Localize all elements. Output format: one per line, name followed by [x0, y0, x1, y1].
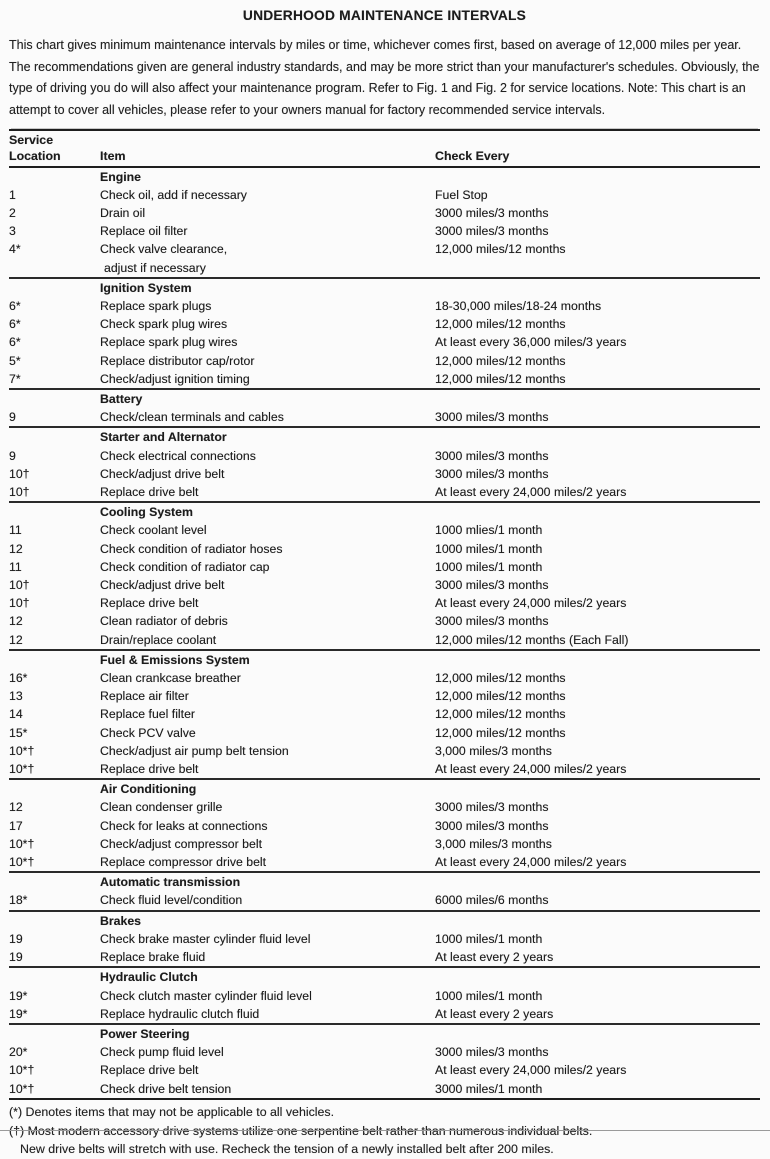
table-row [9, 186, 760, 204]
item-cell [100, 594, 435, 612]
table-row [9, 352, 760, 370]
interval-cell: 3000 miles/1 month [435, 1081, 543, 1096]
table-row [9, 948, 760, 966]
service-location-cell: 14 [9, 707, 23, 722]
table-section [9, 966, 760, 1023]
service-location-cell: 11 [9, 523, 22, 538]
service-location-cell: 10† [9, 596, 30, 611]
item-label: Replace drive belt [100, 762, 199, 777]
header-item: Item [100, 148, 126, 163]
item-cell [100, 483, 435, 501]
table-row [9, 798, 760, 816]
service-location-cell: 19* [9, 1006, 28, 1021]
table-row [9, 483, 760, 501]
section-title: Fuel & Emissions System [100, 652, 250, 667]
service-location-cell: 6* [9, 298, 21, 313]
table-section [9, 426, 760, 501]
section-title-row [9, 168, 760, 186]
item-label: Clean condenser grille [100, 800, 223, 815]
item-cell [100, 465, 435, 483]
item-label: Check/adjust ignition timing [100, 371, 250, 386]
item-cell [100, 540, 435, 558]
service-location-cell [9, 1025, 100, 1043]
interval-cell: At least every 24,000 miles/2 years [435, 1063, 627, 1078]
item-label: Check/adjust drive belt [100, 466, 225, 481]
table-row [9, 612, 760, 630]
table-row [9, 1005, 760, 1023]
item-cell [100, 240, 435, 276]
table-row [9, 760, 760, 778]
table-row [9, 1080, 760, 1098]
service-location-cell [9, 873, 100, 891]
interval-cell: 12,000 miles/12 months [435, 371, 566, 386]
maintenance-table [9, 129, 760, 1099]
section-title: Hydraulic Clutch [100, 970, 198, 985]
table-row [9, 853, 760, 871]
interval-cell: 3,000 miles/3 months [435, 743, 552, 758]
service-location-cell: 12 [9, 632, 23, 647]
table-row [9, 1043, 760, 1061]
table-row [9, 594, 760, 612]
interval-cell: At least every 24,000 miles/2 years [435, 485, 627, 500]
item-cell [100, 817, 435, 835]
item-cell [100, 669, 435, 687]
item-label: Check fluid level/condition [100, 893, 243, 908]
item-cell [100, 186, 435, 204]
service-location-cell [9, 168, 100, 186]
service-location-cell: 16* [9, 671, 28, 686]
interval-cell: 1000 mlies/1 month [435, 523, 543, 538]
section-title-row [9, 503, 760, 521]
interval-cell: 3000 miles/3 months [435, 410, 549, 425]
service-location-cell: 10† [9, 466, 30, 481]
interval-cell [435, 912, 760, 930]
interval-cell: 3000 miles/3 months [435, 1045, 549, 1060]
service-location-cell: 19 [9, 931, 23, 946]
item-label: Check/adjust compressor belt [100, 836, 262, 851]
item-label: Replace hydraulic clutch fluid [100, 1006, 260, 1021]
table-row [9, 447, 760, 465]
item-label: Replace fuel filter [100, 707, 196, 722]
section-title: Ignition System [100, 280, 192, 295]
service-location-cell: 12 [9, 541, 23, 556]
section-title-row [9, 390, 760, 408]
item-label: Replace brake fluid [100, 950, 206, 965]
service-location-cell [9, 651, 100, 669]
interval-cell: 6000 miles/6 months [435, 893, 549, 908]
item-label: Check/clean terminals and cables [100, 410, 284, 425]
table-section [9, 501, 760, 649]
item-label: Check pump fluid level [100, 1045, 224, 1060]
item-cell [100, 204, 435, 222]
table-section [9, 910, 760, 967]
item-cell [100, 576, 435, 594]
section-title-row [9, 912, 760, 930]
interval-cell: 3000 miles/3 months [435, 466, 549, 481]
service-location-cell: 13 [9, 689, 23, 704]
service-location-cell: 7* [9, 371, 21, 386]
item-label: Replace spark plug wires [100, 335, 238, 350]
table-row [9, 408, 760, 426]
service-location-cell: 10*† [9, 836, 35, 851]
item-cell [100, 948, 435, 966]
table-row [9, 891, 760, 909]
table-section [9, 388, 760, 426]
interval-cell [435, 390, 760, 408]
item-label: Drain/replace coolant [100, 632, 217, 647]
interval-cell: 3000 miles/3 months [435, 614, 549, 629]
item-label: Check electrical connections [100, 448, 256, 463]
item-cell [100, 724, 435, 742]
section-title-row [9, 279, 760, 297]
interval-cell: 12,000 miles/12 months [435, 353, 566, 368]
interval-cell: At least every 2 years [435, 1006, 554, 1021]
item-label: Check oil, add if necessary [100, 187, 247, 202]
item-label-line2: adjust if necessary [104, 260, 206, 275]
service-location-cell [9, 428, 100, 446]
item-label: Clean crankcase breather [100, 671, 241, 686]
item-cell [100, 798, 435, 816]
item-label: Check clutch master cylinder fluid level [100, 988, 312, 1003]
intro-paragraph: This chart gives minimum maintenance intervals by miles or time, whichever comes first, based on average of 12,000 miles per year. The recommendations given are general industry standards, and may be more strict than your manufacturer's schedules. Obviously, the type of driving you do will also affect your maintenance program. Refer to Fig. 1 and Fig. 2 for service locations. Note: This chart is an attempt to cover all vehicles, please refer to your owners manual for factory recommended service intervals. [9, 38, 760, 117]
service-location-cell: 9 [9, 410, 16, 425]
service-location-cell: 6* [9, 317, 21, 332]
section-title-row [9, 1025, 760, 1043]
item-label: Replace oil filter [100, 224, 188, 239]
table-row [9, 987, 760, 1005]
table-section [9, 871, 760, 909]
item-label: Replace distributor cap/rotor [100, 353, 255, 368]
interval-cell: 12,000 miles/12 months [435, 689, 566, 704]
item-cell [100, 612, 435, 630]
item-cell [100, 521, 435, 539]
section-title: Air Conditioning [100, 782, 197, 797]
section-title-row [9, 780, 760, 798]
interval-cell: 12,000 miles/12 months [435, 242, 566, 257]
table-row [9, 687, 760, 705]
service-location-cell: 10*† [9, 743, 35, 758]
header-check-every: Check Every [435, 148, 510, 163]
item-cell [100, 352, 435, 370]
service-location-cell: 10† [9, 485, 30, 500]
item-label: Replace spark plugs [100, 298, 212, 313]
table-row [9, 705, 760, 723]
service-location-cell: 3 [9, 224, 16, 239]
table-row [9, 333, 760, 351]
item-cell [100, 333, 435, 351]
interval-cell [435, 428, 760, 446]
item-label: Check valve clearance, [100, 242, 228, 257]
table-row [9, 465, 760, 483]
table-row [9, 576, 760, 594]
interval-cell: 1000 miles/1 month [435, 931, 543, 946]
item-cell [100, 631, 435, 649]
table-row [9, 370, 760, 388]
header-service-line2: Location [9, 148, 61, 163]
item-label: Clean radiator of debris [100, 614, 228, 629]
service-location-cell: 12 [9, 800, 23, 815]
service-location-cell: 19 [9, 950, 23, 965]
table-row [9, 724, 760, 742]
service-location-cell: 1 [9, 187, 16, 202]
item-cell [100, 297, 435, 315]
table-row [9, 835, 760, 853]
section-title: Power Steering [100, 1026, 190, 1041]
item-cell [100, 1043, 435, 1061]
service-location-cell: 15* [9, 725, 28, 740]
item-cell [100, 687, 435, 705]
item-label: Check/adjust air pump belt tension [100, 743, 289, 758]
item-label: Replace drive belt [100, 596, 199, 611]
interval-cell [435, 780, 760, 798]
interval-cell: 3000 miles/3 months [435, 448, 549, 463]
section-title-row [9, 968, 760, 986]
interval-cell [435, 279, 760, 297]
interval-cell [435, 968, 760, 986]
interval-cell: 12,000 miles/12 months [435, 725, 566, 740]
table-row [9, 631, 760, 649]
service-location-cell: 4* [9, 242, 21, 257]
table-row [9, 521, 760, 539]
section-title: Brakes [100, 913, 142, 928]
section-title: Engine [100, 169, 141, 184]
item-label: Check spark plug wires [100, 317, 228, 332]
table-row [9, 540, 760, 558]
interval-cell: 1000 miles/1 month [435, 988, 543, 1003]
interval-cell: 3000 miles/3 months [435, 818, 549, 833]
table-row [9, 240, 760, 276]
page-bottom-rule [0, 1130, 770, 1131]
table-section [9, 277, 760, 388]
table-row [9, 817, 760, 835]
service-location-cell: 10*† [9, 762, 35, 777]
item-label: Check/adjust drive belt [100, 578, 225, 593]
service-location-cell [9, 503, 100, 521]
item-cell [100, 447, 435, 465]
item-cell [100, 558, 435, 576]
interval-cell: 1000 miles/1 month [435, 559, 543, 574]
service-location-cell: 10*† [9, 1081, 35, 1096]
item-cell [100, 370, 435, 388]
interval-cell: At least every 24,000 miles/2 years [435, 855, 627, 870]
item-cell [100, 408, 435, 426]
item-label: Replace air filter [100, 689, 189, 704]
interval-cell: 3,000 miles/3 months [435, 836, 552, 851]
interval-cell: 18-30,000 miles/18-24 months [435, 298, 602, 313]
item-cell [100, 835, 435, 853]
table-row [9, 315, 760, 333]
item-label: Drain oil [100, 205, 146, 220]
table-row [9, 669, 760, 687]
table-row [9, 297, 760, 315]
item-cell [100, 1005, 435, 1023]
table-row [9, 204, 760, 222]
item-cell [100, 705, 435, 723]
header-service-location [9, 133, 100, 164]
service-location-cell: 17 [9, 818, 23, 833]
table-section [9, 168, 760, 277]
interval-cell: 3000 miles/3 months [435, 205, 549, 220]
service-location-cell: 18* [9, 893, 28, 908]
header-service-line1: Service [9, 133, 54, 148]
item-cell [100, 987, 435, 1005]
service-location-cell [9, 968, 100, 986]
service-location-cell [9, 390, 100, 408]
interval-cell: 1000 miles/1 month [435, 541, 543, 556]
interval-cell: 12,000 miles/12 months [435, 671, 566, 686]
interval-cell [435, 168, 760, 186]
footnote-line: New drive belts will stretch with use. Recheck the tension of a newly installed belt after 200 miles. [20, 1142, 554, 1157]
item-cell [100, 760, 435, 778]
service-location-cell: 20* [9, 1045, 28, 1060]
interval-cell: 12,000 miles/12 months [435, 317, 566, 332]
item-cell [100, 1080, 435, 1098]
interval-cell: 3000 miles/3 months [435, 800, 549, 815]
table-row [9, 222, 760, 240]
item-label: Check for leaks at connections [100, 818, 268, 833]
section-title-row [9, 873, 760, 891]
footnote-line: (*) Denotes items that may not be applicable to all vehicles. [9, 1104, 335, 1119]
interval-cell: At least every 24,000 miles/2 years [435, 762, 627, 777]
service-location-cell: 19* [9, 988, 28, 1003]
item-label: Check brake master cylinder fluid level [100, 931, 311, 946]
service-location-cell [9, 279, 100, 297]
table-row [9, 1061, 760, 1079]
item-cell [100, 222, 435, 240]
service-location-cell [9, 912, 100, 930]
item-label: Check condition of radiator cap [100, 559, 270, 574]
item-cell [100, 742, 435, 760]
section-title-row [9, 428, 760, 446]
item-label: Check condition of radiator hoses [100, 541, 283, 556]
interval-cell: 12,000 miles/12 months (Each Fall) [435, 632, 629, 647]
table-header-row [9, 129, 760, 167]
interval-cell: 12,000 miles/12 months [435, 707, 566, 722]
item-label: Check coolant level [100, 523, 207, 538]
interval-cell [435, 503, 760, 521]
section-title: Battery [100, 392, 143, 406]
service-location-cell: 2 [9, 205, 16, 220]
footnote-line: (†) Most modern accessory drive systems utilize one serpentine belt rather than numerous individual belts. [9, 1123, 593, 1138]
table-body [9, 168, 760, 1100]
table-section [9, 1023, 760, 1098]
page-title: UNDERHOOD MAINTENANCE INTERVALS [242, 8, 527, 23]
service-location-cell: 5* [9, 353, 21, 368]
interval-cell: 3000 miles/3 months [435, 224, 549, 239]
interval-cell: Fuel Stop [435, 187, 488, 202]
item-label: Replace compressor drive belt [100, 855, 267, 870]
table-row [9, 742, 760, 760]
item-label: Replace drive belt [100, 1063, 199, 1078]
interval-cell [435, 651, 760, 669]
table-section [9, 778, 760, 871]
service-location-cell [9, 780, 100, 798]
interval-cell: 3000 miles/3 months [435, 578, 549, 593]
table-row [9, 558, 760, 576]
item-cell [100, 1061, 435, 1079]
table-row [9, 930, 760, 948]
item-label: Check drive belt tension [100, 1081, 232, 1096]
service-location-cell: 10*† [9, 1063, 35, 1078]
table-section [9, 649, 760, 778]
interval-cell [435, 1025, 760, 1043]
section-title: Automatic transmission [100, 875, 241, 890]
item-cell [100, 315, 435, 333]
service-location-cell: 10*† [9, 855, 35, 870]
interval-cell: At least every 24,000 miles/2 years [435, 596, 627, 611]
interval-cell: At least every 36,000 miles/3 years [435, 335, 627, 350]
service-location-cell: 12 [9, 614, 23, 629]
interval-cell: At least every 2 years [435, 950, 554, 965]
service-location-cell: 11 [9, 559, 22, 574]
service-location-cell: 10† [9, 578, 30, 593]
item-cell [100, 930, 435, 948]
service-location-cell: 9 [9, 448, 16, 463]
item-cell [100, 853, 435, 871]
interval-cell [435, 873, 760, 891]
section-title-row [9, 651, 760, 669]
item-label: Replace drive belt [100, 485, 199, 500]
item-label: Check PCV valve [100, 725, 196, 740]
item-cell [100, 891, 435, 909]
section-title: Cooling System [100, 505, 193, 520]
section-title: Starter and Alternator [100, 430, 227, 445]
service-location-cell: 6* [9, 335, 21, 350]
